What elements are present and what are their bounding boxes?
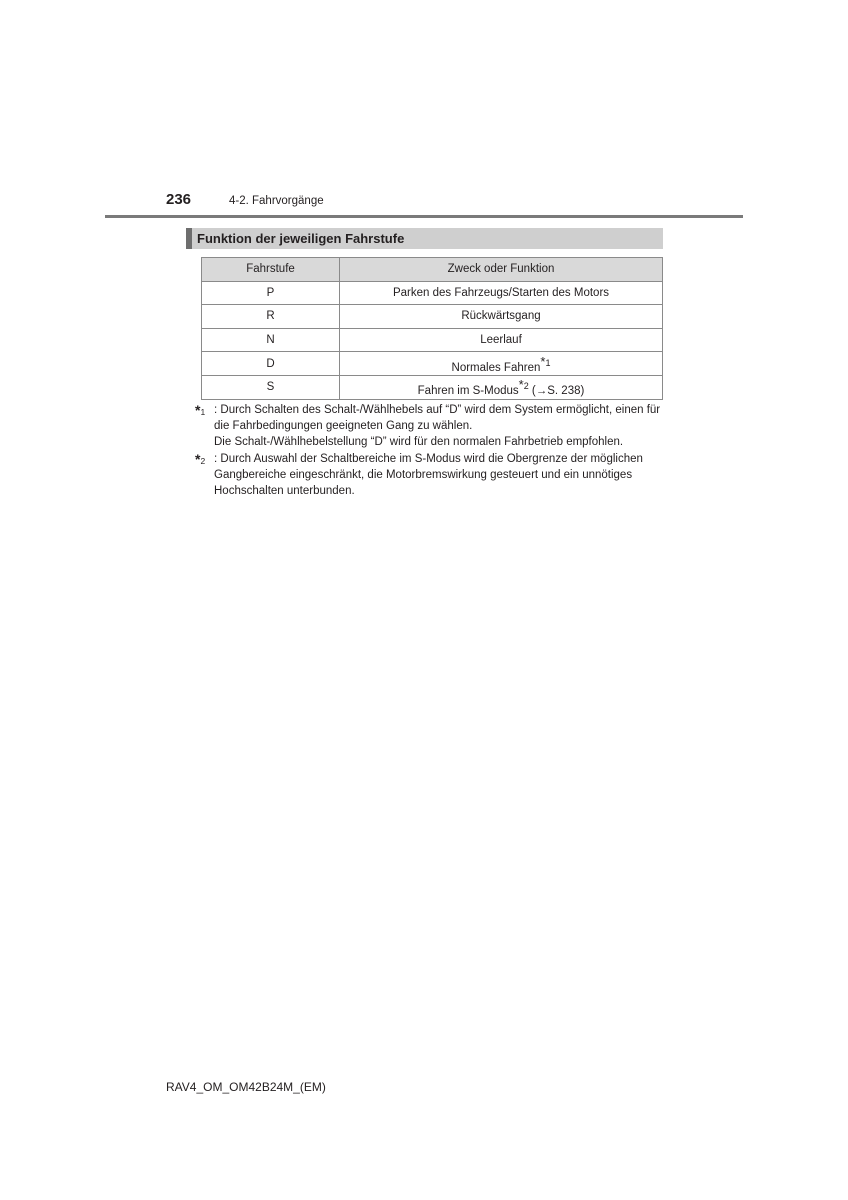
function-cell: Rückwärtsgang (340, 305, 663, 329)
gear-cell: S (202, 375, 340, 399)
gear-cell: D (202, 352, 340, 376)
function-cell (340, 375, 663, 399)
footnote-text: : Durch Auswahl der Schaltbereiche im S-Modus wird die Obergrenze der möglichen Gangbereiche eingeschränkt, die Motorbremswirkung gesteuert und ein unnötiges Hochschalten unterbunden. (214, 453, 643, 497)
footnote-ref: *1 (540, 353, 551, 369)
table-row (202, 305, 663, 329)
footnote-ref: *2 (518, 377, 529, 393)
table-header-row (202, 258, 663, 282)
header-rule (105, 215, 743, 218)
table-row (202, 328, 663, 352)
document-code: RAV4_OM_OM42B24M_(EM) (166, 1080, 326, 1094)
function-cell: Parken des Fahrzeugs/Starten des Motors (340, 281, 663, 305)
gear-cell: N (202, 328, 340, 352)
gear-cell: P (202, 281, 340, 305)
section-heading-bar (186, 228, 192, 249)
function-cell: Leerlauf (340, 328, 663, 352)
footnote-2 (195, 451, 665, 499)
table-row (202, 375, 663, 399)
footnote-marker: *2 (195, 451, 206, 467)
page-reference: (→S. 238) (528, 385, 585, 398)
footnote-marker: *1 (195, 402, 206, 418)
footnotes (195, 402, 665, 500)
footnote-1 (195, 402, 665, 450)
chapter-title: 4-2. Fahrvorgänge (229, 195, 324, 207)
section-heading (186, 228, 663, 249)
function-text: Fahren im S-Modus (417, 385, 519, 398)
function-text: Normales Fahren (451, 361, 541, 374)
footnote-text: : Durch Schalten des Schalt-/Wählhebels auf “D” wird dem System ermöglicht, einen für die Fahrbedingungen geeigneten Gang zu wählen. (214, 404, 661, 432)
column-header-gear: Fahrstufe (202, 258, 340, 282)
footnote-ref-number: 2 (523, 381, 529, 392)
table-row (202, 281, 663, 305)
footnote-ref-number: 1 (545, 357, 551, 368)
footnote-text: Die Schalt-/Wählhebelstellung “D” wird für den normalen Fahrbetrieb empfohlen. (214, 436, 624, 448)
column-header-function: Zweck oder Funktion (340, 258, 663, 282)
section-heading-text: Funktion der jeweiligen Fahrstufe (197, 231, 405, 246)
page-number: 236 (166, 191, 192, 208)
table-row (202, 352, 663, 376)
function-cell (340, 352, 663, 376)
gear-cell: R (202, 305, 340, 329)
gear-function-table (201, 257, 663, 400)
